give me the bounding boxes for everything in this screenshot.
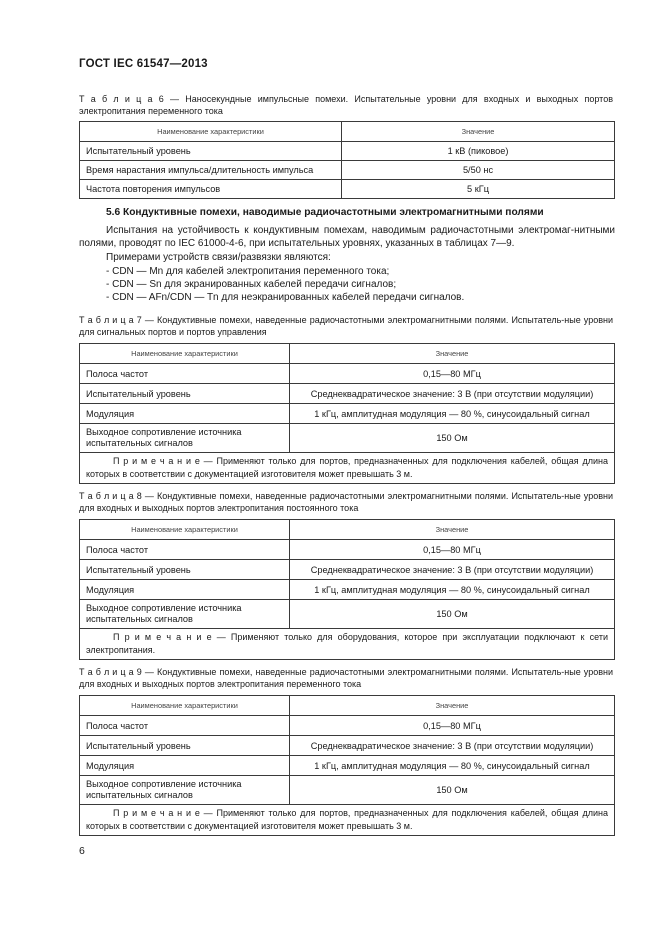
table7	[79, 343, 615, 484]
table-note-row	[80, 629, 615, 660]
table6-number: 6	[158, 94, 164, 104]
row-name: Полоса частот	[80, 716, 290, 736]
column-header-value: Значение	[290, 344, 615, 364]
table-row	[80, 540, 615, 560]
list-item: - CDN — Mn для кабелей электропитания переменного тока;	[106, 266, 390, 277]
row-name: Модуляция	[80, 404, 290, 424]
table7-label: Т а б л и ц а	[79, 315, 134, 325]
row-value: 0,15—80 МГц	[290, 540, 615, 560]
section-paragraph: Примерами устройств связи/развязки являются:	[106, 252, 331, 263]
note-text: — Применяют только для оборудования, которое при эксплуатации подключают к сети электропитания.	[86, 632, 608, 655]
table9	[79, 695, 615, 836]
table-row	[80, 384, 615, 404]
list-item: - CDN — Sn для экранированных кабелей передачи сигналов;	[106, 279, 397, 290]
list-item: - CDN — AFn/CDN — Tn для неэкранированных кабелей передачи сигналов.	[106, 292, 465, 303]
column-header-name: Наименование характеристики	[80, 696, 290, 716]
note-text: — Применяют только для портов, предназначенных для подключения кабелей, общая длина которых в соответствии с документацией изготовителя может превышать 3 м.	[86, 456, 608, 479]
table6-label: Т а б л и ц а	[79, 94, 153, 104]
note-text: — Применяют только для портов, предназначенных для подключения кабелей, общая длина которых в соответствии с документацией изготовителя может превышать 3 м.	[86, 808, 608, 831]
table-row	[80, 180, 615, 199]
row-value: 5 кГц	[342, 180, 615, 199]
row-value: 0,15—80 МГц	[290, 364, 615, 384]
table-row	[80, 716, 615, 736]
table-row	[80, 424, 615, 453]
table-row	[80, 756, 615, 776]
section-paragraph: Испытания на устойчивость к кондуктивным помехам, наводимым радиочастотными электромаг-нитными полями, проводят по IEC 61000-4-6, при испытательных уровнях, указанных в таблицах 7—9.	[79, 225, 615, 250]
row-name: Выходное сопротивление источника испытательных сигналов	[80, 776, 290, 805]
section-heading: 5.6 Кондуктивные помехи, наводимые радиочастотными электромагнитными полями	[106, 207, 544, 218]
column-header-value: Значение	[290, 520, 615, 540]
table-row	[80, 580, 615, 600]
table8-number: 8	[136, 491, 142, 501]
table-header-row	[80, 344, 615, 364]
row-value: 1 кГц, амплитудная модуляция — 80 %, синусоидальный сигнал	[290, 404, 615, 424]
row-value: Среднеквадратическое значение: 3 В (при отсутствии модуляции)	[290, 736, 615, 756]
table-row	[80, 404, 615, 424]
table-row	[80, 560, 615, 580]
row-value: 1 кГц, амплитудная модуляция — 80 %, синусоидальный сигнал	[290, 756, 615, 776]
table9-number: 9	[136, 667, 142, 677]
page-number: 6	[79, 845, 85, 857]
row-name: Испытательный уровень	[80, 142, 342, 161]
table7-caption	[79, 314, 613, 338]
table9-caption-text: — Кондуктивные помехи, наведенные радиочастотными электромагнитными полями. Испытатель-ные уровни для входных и выходных портов электропитания переменного тока	[79, 667, 613, 689]
table-header-row	[80, 122, 615, 142]
table9-label: Т а б л и ц а	[79, 667, 134, 677]
table-row	[80, 142, 615, 161]
column-header-name: Наименование характеристики	[80, 122, 342, 142]
row-value: 5/50 нс	[342, 161, 615, 180]
table-row	[80, 776, 615, 805]
column-header-value: Значение	[290, 696, 615, 716]
table-row	[80, 364, 615, 384]
row-value: 150 Ом	[290, 424, 615, 453]
table-note	[80, 805, 615, 836]
table-note-row	[80, 805, 615, 836]
document-header: ГОСТ IEC 61547—2013	[79, 58, 208, 70]
table6	[79, 121, 615, 199]
column-header-value: Значение	[342, 122, 615, 142]
table-row	[80, 736, 615, 756]
row-name: Испытательный уровень	[80, 736, 290, 756]
row-value: Среднеквадратическое значение: 3 В (при отсутствии модуляции)	[290, 384, 615, 404]
row-name: Выходное сопротивление источника испытательных сигналов	[80, 424, 290, 453]
row-name: Выходное сопротивление источника испытательных сигналов	[80, 600, 290, 629]
table-header-row	[80, 520, 615, 540]
table6-caption-text: — Наносекундные импульсные помехи. Испытательные уровни для входных и выходных портов электропитания переменного тока	[79, 94, 613, 116]
table8-caption	[79, 490, 613, 514]
table6-caption	[79, 93, 613, 117]
note-label: П р и м е ч а н и е	[113, 456, 200, 466]
table8	[79, 519, 615, 660]
table-header-row	[80, 696, 615, 716]
note-label: П р и м е ч а н и е	[113, 808, 200, 818]
table-row	[80, 161, 615, 180]
row-name: Полоса частот	[80, 364, 290, 384]
row-value: 1 кГц, амплитудная модуляция — 80 %, синусоидальный сигнал	[290, 580, 615, 600]
row-name: Испытательный уровень	[80, 384, 290, 404]
row-value: 0,15—80 МГц	[290, 716, 615, 736]
row-value: Среднеквадратическое значение: 3 В (при отсутствии модуляции)	[290, 560, 615, 580]
table9-caption	[79, 666, 613, 690]
table7-caption-text: — Кондуктивные помехи, наведенные радиочастотными электромагнитными полями. Испытатель-ные уровни для сигнальных портов и портов управления	[79, 315, 613, 337]
column-header-name: Наименование характеристики	[80, 520, 290, 540]
note-label: П р и м е ч а н и е	[113, 632, 212, 642]
row-name: Модуляция	[80, 580, 290, 600]
row-value: 1 кВ (пиковое)	[342, 142, 615, 161]
table8-label: Т а б л и ц а	[79, 491, 134, 501]
row-name: Время нарастания импульса/длительность импульса	[80, 161, 342, 180]
column-header-name: Наименование характеристики	[80, 344, 290, 364]
row-value: 150 Ом	[290, 600, 615, 629]
table-row	[80, 600, 615, 629]
table7-number: 7	[136, 315, 142, 325]
row-value: 150 Ом	[290, 776, 615, 805]
row-name: Частота повторения импульсов	[80, 180, 342, 199]
row-name: Модуляция	[80, 756, 290, 776]
table-note	[80, 453, 615, 484]
table8-caption-text: — Кондуктивные помехи, наведенные радиочастотными электромагнитными полями. Испытатель-ные уровни для входных и выходных портов электропитания постоянного тока	[79, 491, 613, 513]
table-note-row	[80, 453, 615, 484]
row-name: Полоса частот	[80, 540, 290, 560]
row-name: Испытательный уровень	[80, 560, 290, 580]
table-note	[80, 629, 615, 660]
